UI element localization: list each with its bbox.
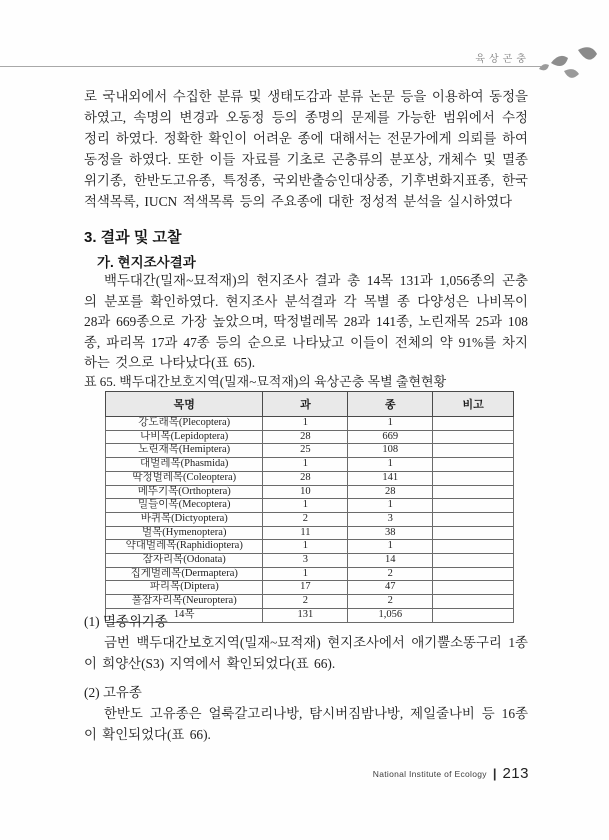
table-cell: 1: [348, 540, 433, 554]
table-cell: [433, 417, 514, 431]
order-table-body: [106, 417, 514, 623]
table-cell: [433, 499, 514, 513]
table-row: [106, 554, 514, 568]
subsection-heading: 가. 현지조사결과: [97, 255, 196, 270]
column-header-order: 목명: [106, 392, 263, 417]
table-cell: [433, 540, 514, 554]
column-header-species: 종: [348, 392, 433, 417]
table-cell: 2: [263, 595, 348, 609]
running-header-label: 육상곤충: [475, 54, 530, 65]
table-cell: 1: [263, 417, 348, 431]
table-row: [106, 485, 514, 499]
table-cell: [433, 608, 514, 622]
table-cell: 강도래목(Plecoptera): [106, 417, 263, 431]
footer-separator: |: [492, 766, 497, 781]
table-cell: 28: [348, 485, 433, 499]
subsection-2-body: 한반도 고유종은 얼룩갈고리나방, 탐시버짐밤나방, 제일줄나비 등 16종이 확인되었다(표 66).: [84, 706, 528, 742]
table-cell: 벌목(Hymenoptera): [106, 526, 263, 540]
table-cell: 669: [348, 430, 433, 444]
table-row: [106, 567, 514, 581]
table-cell: 141: [348, 471, 433, 485]
table-cell: 47: [348, 581, 433, 595]
table-row: [106, 499, 514, 513]
table-cell: 1: [263, 540, 348, 554]
header-rule: [0, 66, 541, 67]
table-header-row: [106, 392, 514, 417]
subsection-2-title: (2) 고유종: [84, 685, 142, 700]
table-cell: 2: [263, 512, 348, 526]
table-cell: 약대벌레목(Raphidioptera): [106, 540, 263, 554]
table-row: [106, 526, 514, 540]
page-number: 213: [502, 765, 529, 782]
table-cell: 파리목(Diptera): [106, 581, 263, 595]
table-cell: 1: [348, 499, 433, 513]
table-cell: [433, 471, 514, 485]
table-cell: [433, 430, 514, 444]
table-row: [106, 595, 514, 609]
table-caption: 표 65. 백두대간보호지역(밀재~묘적재)의 육상곤충 목별 출현현황: [84, 374, 447, 389]
table-cell: 25: [263, 444, 348, 458]
page-footer: [373, 765, 529, 782]
table-cell: [433, 526, 514, 540]
table-cell: 1: [348, 417, 433, 431]
table-cell: [433, 458, 514, 472]
table-cell: 풀잠자리목(Neuroptera): [106, 595, 263, 609]
table-cell: 메뚜기목(Orthoptera): [106, 485, 263, 499]
subsection-1-title: (1) 멸종위기종: [84, 614, 168, 629]
table-row: [106, 540, 514, 554]
survey-result-paragraph: 백두대간(밀재~묘적재)의 현지조사 결과 총 14목 131과 1,056종의 곤충의 분포를 확인하였다. 현지조사 분석결과 각 목별 종 다양성은 나비목이 28과 669종으로 가장 높았으며, 딱정벌레목 28과 141종, 노린재목 25과 108종, 파리목 17과 47종 등의 순으로 나타났고 이들이 전체의 약 91%를 차지하는 것으로 나타났다(표 65).: [84, 273, 528, 370]
table-cell: 3: [263, 554, 348, 568]
subsection-1-body: 금번 백두대간보호지역(밀재~묘적재) 현지조사에서 애기뿔소똥구리 1종이 희양산(S3) 지역에서 확인되었다(표 66).: [84, 635, 528, 671]
table-cell: 1: [348, 458, 433, 472]
table-cell: 바퀴목(Dictyoptera): [106, 512, 263, 526]
table-row: [106, 471, 514, 485]
table-cell: [433, 512, 514, 526]
table-cell: 14목: [106, 608, 263, 622]
column-header-family: 과: [263, 392, 348, 417]
table-cell: 딱정벌레목(Coleoptera): [106, 471, 263, 485]
table-row: [106, 458, 514, 472]
footer-org-name: National Institute of Ecology: [372, 768, 487, 779]
table-cell: [433, 581, 514, 595]
insect-order-table: [105, 391, 514, 623]
table-cell: [433, 595, 514, 609]
section-heading: 3. 결과 및 고찰: [84, 229, 182, 246]
column-header-note: 비고: [433, 392, 514, 417]
table-cell: 2: [348, 595, 433, 609]
table-cell: 10: [263, 485, 348, 499]
table-cell: 3: [348, 512, 433, 526]
table-cell: 대벌레목(Phasmida): [106, 458, 263, 472]
table-cell: 2: [348, 567, 433, 581]
table-row: [106, 417, 514, 431]
table-cell: 38: [348, 526, 433, 540]
table-cell: 28: [263, 430, 348, 444]
table-cell: [433, 567, 514, 581]
table-row: [106, 444, 514, 458]
table-cell: 17: [263, 581, 348, 595]
table-cell: 14: [348, 554, 433, 568]
table-cell: 1: [263, 567, 348, 581]
table-cell: 1: [263, 458, 348, 472]
table-row: [106, 581, 514, 595]
table-cell: 108: [348, 444, 433, 458]
table-cell: 11: [263, 526, 348, 540]
table-cell: 잠자리목(Odonata): [106, 554, 263, 568]
table-cell: 1,056: [348, 608, 433, 622]
table-cell: 1: [263, 499, 348, 513]
table-cell: [433, 444, 514, 458]
leaf-decoration-icon: [537, 44, 599, 88]
intro-paragraph: 로 국내외에서 수집한 분류 및 생태도감과 분류 논문 등을 이용하여 동정을 하였고, 속명의 변경과 오동정 등의 종명의 문제를 가능한 범위에서 수정 정리 하였다. 정확한 확인이 어려운 종에 대해서는 전문가에게 의뢰를 하여 동정을 하였다. 또한 이들 자료를 기초로 곤충류의 분포상, 개체수 및 멸종위기종, 한반도고유종, 특정종, 국외반출승인대상종, 기후변화지표종, 한국적색목록, IUCN 적색목록 등의 주요종에 대한 정성적 분석을 실시하였다: [84, 89, 528, 209]
table-cell: 나비목(Lepidoptera): [106, 430, 263, 444]
table-row: [106, 512, 514, 526]
table-cell: 노린재목(Hemiptera): [106, 444, 263, 458]
table-cell: [433, 554, 514, 568]
table-cell: 밀들이목(Mecoptera): [106, 499, 263, 513]
table-cell: 집게벌레목(Dermaptera): [106, 567, 263, 581]
table-cell: 131: [263, 608, 348, 622]
table-cell: 28: [263, 471, 348, 485]
table-row: [106, 430, 514, 444]
table-cell: [433, 485, 514, 499]
